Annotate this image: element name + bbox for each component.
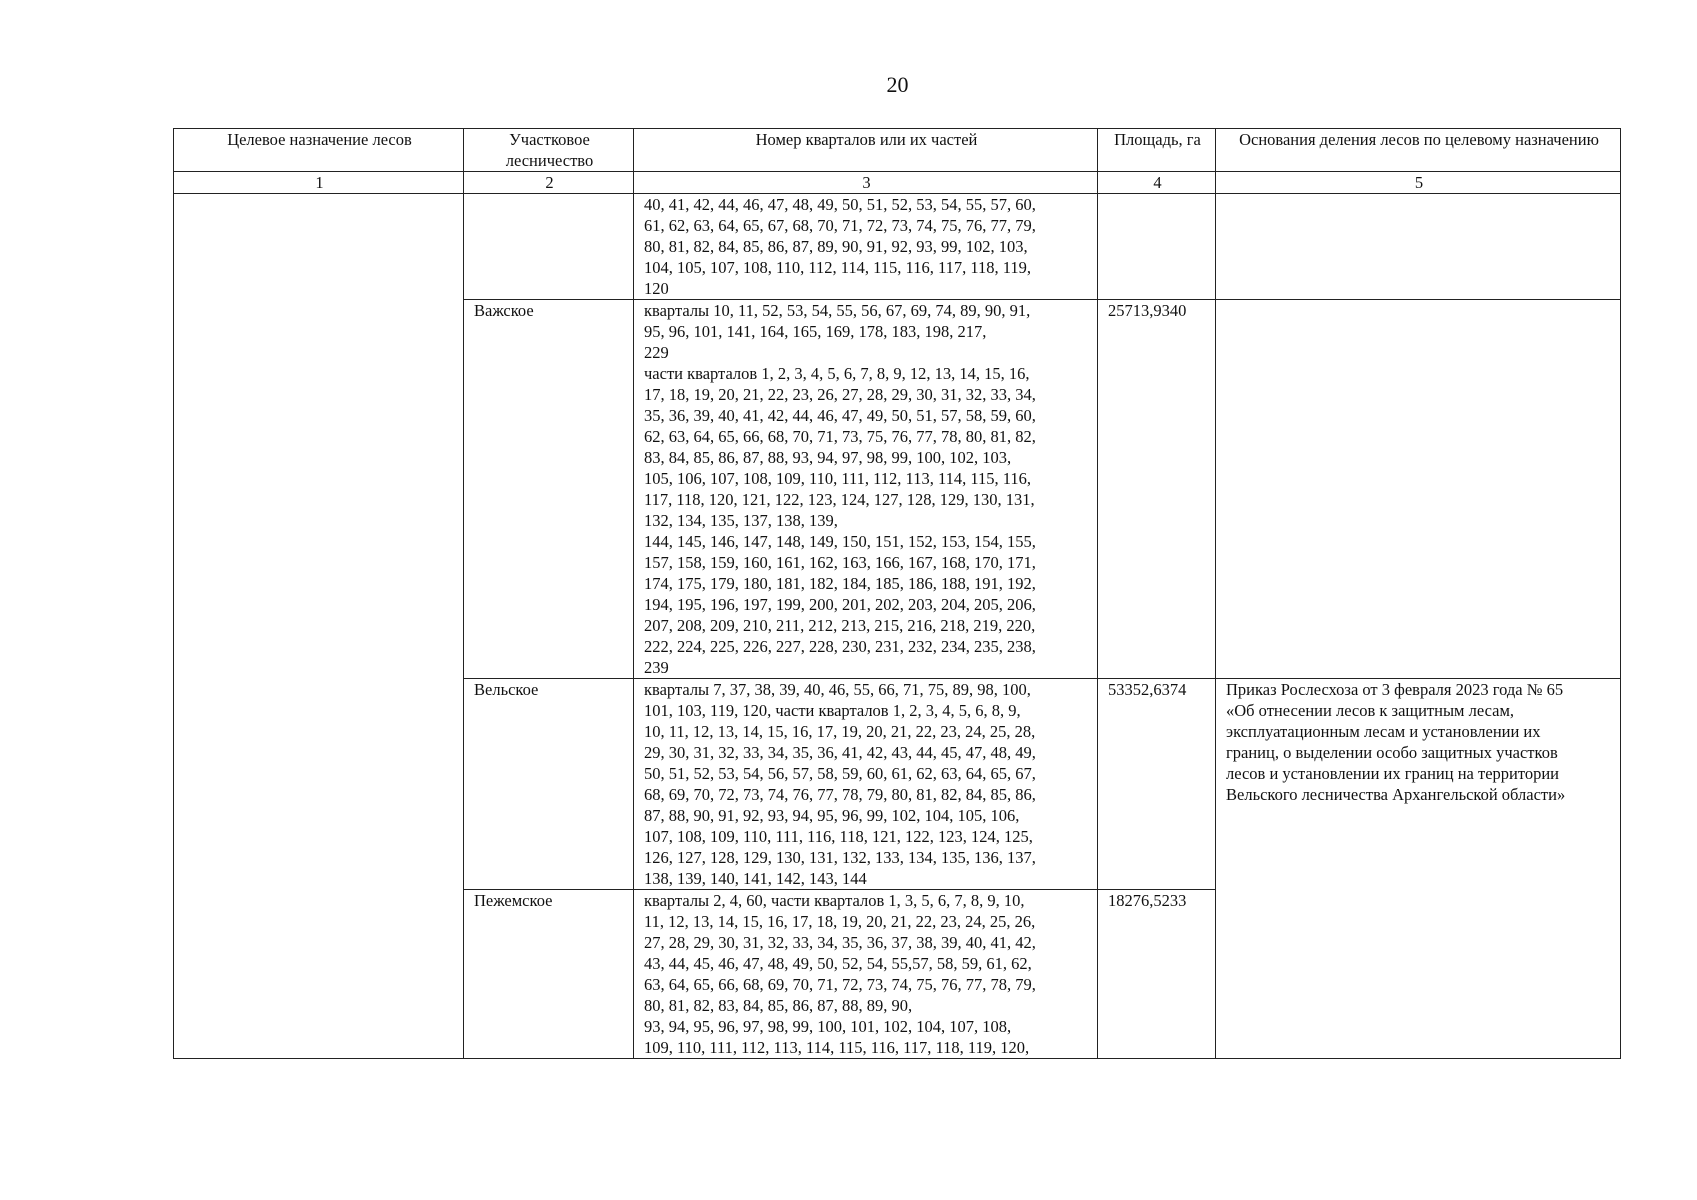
header-basis: Основания деления лесов по целевому назначению bbox=[1216, 129, 1621, 172]
purpose-cell bbox=[174, 194, 464, 1059]
quarters-cell: 40, 41, 42, 44, 46, 47, 48, 49, 50, 51, 52, 53, 54, 55, 57, 60, 61, 62, 63, 64, 65, 67, 68, 70, 71, 72, 73, 74, 75, 76, 77, 79, 80, 81, 82, 84, 85, 86, 87, 89, 90, 91, 92, 93, 99, 102, 103, 104, 105, 107, 108, 110, 112, 114, 115, 116, 117, 118, 119, 120 bbox=[634, 194, 1098, 300]
quarters-cell: кварталы 7, 37, 38, 39, 40, 46, 55, 66, 71, 75, 89, 98, 100, 101, 103, 119, 120, части кварталов 1, 2, 3, 4, 5, 6, 8, 9, 10, 11, 12, 13, 14, 15, 16, 17, 19, 20, 21, 22, 23, 24, 25, 28, 29, 30, 31, 32, 33, 34, 35, 36, 41, 42, 43, 44, 45, 47, 48, 49, 50, 51, 52, 53, 54, 56, 57, 58, 59, 60, 61, 62, 63, 64, 65, 67, 68, 69, 70, 72, 73, 74, 76, 77, 78, 79, 80, 81, 82, 84, 85, 86, 87, 88, 90, 91, 92, 93, 94, 95, 96, 99, 102, 104, 105, 106, 107, 108, 109, 110, 111, 116, 118, 121, 122, 123, 124, 125, 126, 127, 128, 129, 130, 131, 132, 133, 134, 135, 136, 137, 138, 139, 140, 141, 142, 143, 144 bbox=[634, 679, 1098, 890]
column-number-3: 3 bbox=[634, 172, 1098, 194]
quarters-cell: кварталы 10, 11, 52, 53, 54, 55, 56, 67, 69, 74, 89, 90, 91, 95, 96, 101, 141, 164, 165, 169, 178, 183, 198, 217, 229 части кварталов 1, 2, 3, 4, 5, 6, 7, 8, 9, 12, 13, 14, 15, 16, 17, 18, 19, 20, 21, 22, 23, 26, 27, 28, 29, 30, 31, 32, 33, 34, 35, 36, 39, 40, 41, 42, 44, 46, 47, 49, 50, 51, 57, 58, 59, 60, 62, 63, 64, 65, 66, 68, 70, 71, 73, 75, 76, 77, 78, 80, 81, 82, 83, 84, 85, 86, 87, 88, 93, 94, 97, 98, 99, 100, 102, 103, 105, 106, 107, 108, 109, 110, 111, 112, 113, 114, 115, 116, 117, 118, 120, 121, 122, 123, 124, 127, 128, 129, 130, 131, 132, 134, 135, 137, 138, 139, 144, 145, 146, 147, 148, 149, 150, 151, 152, 153, 154, 155, 157, 158, 159, 160, 161, 162, 163, 166, 167, 168, 170, 171, 174, 175, 179, 180, 181, 182, 184, 185, 186, 188, 191, 192, 194, 195, 196, 197, 199, 200, 201, 202, 203, 204, 205, 206, 207, 208, 209, 210, 211, 212, 213, 215, 216, 218, 219, 220, 222, 224, 225, 226, 227, 228, 230, 231, 232, 234, 235, 238, 239 bbox=[634, 300, 1098, 679]
table-header-row bbox=[174, 129, 1621, 172]
column-number-4: 4 bbox=[1098, 172, 1216, 194]
area-cell: 18276,5233 bbox=[1098, 890, 1216, 1059]
column-number-5: 5 bbox=[1216, 172, 1621, 194]
table-row bbox=[174, 194, 1621, 300]
basis-cell: Приказ Рослесхоза от 3 февраля 2023 года № 65 «Об отнесении лесов к защитным лесам, эксплуатационным лесам и установлении их границ, о выделении особо защитных участков лесов и установлении их границ на территории Вельского лесничества Архангельской области» bbox=[1216, 679, 1621, 1059]
page-number: 20 bbox=[886, 72, 909, 97]
area-cell: 25713,9340 bbox=[1098, 300, 1216, 679]
basis-cell bbox=[1216, 300, 1621, 679]
header-quarters: Номер кварталов или их частей bbox=[634, 129, 1098, 172]
area-cell: 53352,6374 bbox=[1098, 679, 1216, 890]
forestry-cell: Важское bbox=[464, 300, 634, 679]
basis-cell bbox=[1216, 194, 1621, 300]
column-number-row bbox=[174, 172, 1621, 194]
area-cell bbox=[1098, 194, 1216, 300]
column-number-1: 1 bbox=[174, 172, 464, 194]
column-number-2: 2 bbox=[464, 172, 634, 194]
forestry-cell: Вельское bbox=[464, 679, 634, 890]
header-area: Площадь, га bbox=[1098, 129, 1216, 172]
forestry-cell: Пежемское bbox=[464, 890, 634, 1059]
header-forestry: Участковое лесничество bbox=[464, 129, 634, 172]
forest-purpose-table bbox=[173, 128, 1621, 1059]
quarters-cell: кварталы 2, 4, 60, части кварталов 1, 3, 5, 6, 7, 8, 9, 10, 11, 12, 13, 14, 15, 16, 17, 18, 19, 20, 21, 22, 23, 24, 25, 26, 27, 28, 29, 30, 31, 32, 33, 34, 35, 36, 37, 38, 39, 40, 41, 42, 43, 44, 45, 46, 47, 48, 49, 50, 52, 54, 55,57, 58, 59, 61, 62, 63, 64, 65, 66, 68, 69, 70, 71, 72, 73, 74, 75, 76, 77, 78, 79, 80, 81, 82, 83, 84, 85, 86, 87, 88, 89, 90, 93, 94, 95, 96, 97, 98, 99, 100, 101, 102, 104, 107, 108, 109, 110, 111, 112, 113, 114, 115, 116, 117, 118, 119, 120, bbox=[634, 890, 1098, 1059]
forestry-cell bbox=[464, 194, 634, 300]
header-purpose: Целевое назначение лесов bbox=[174, 129, 464, 172]
